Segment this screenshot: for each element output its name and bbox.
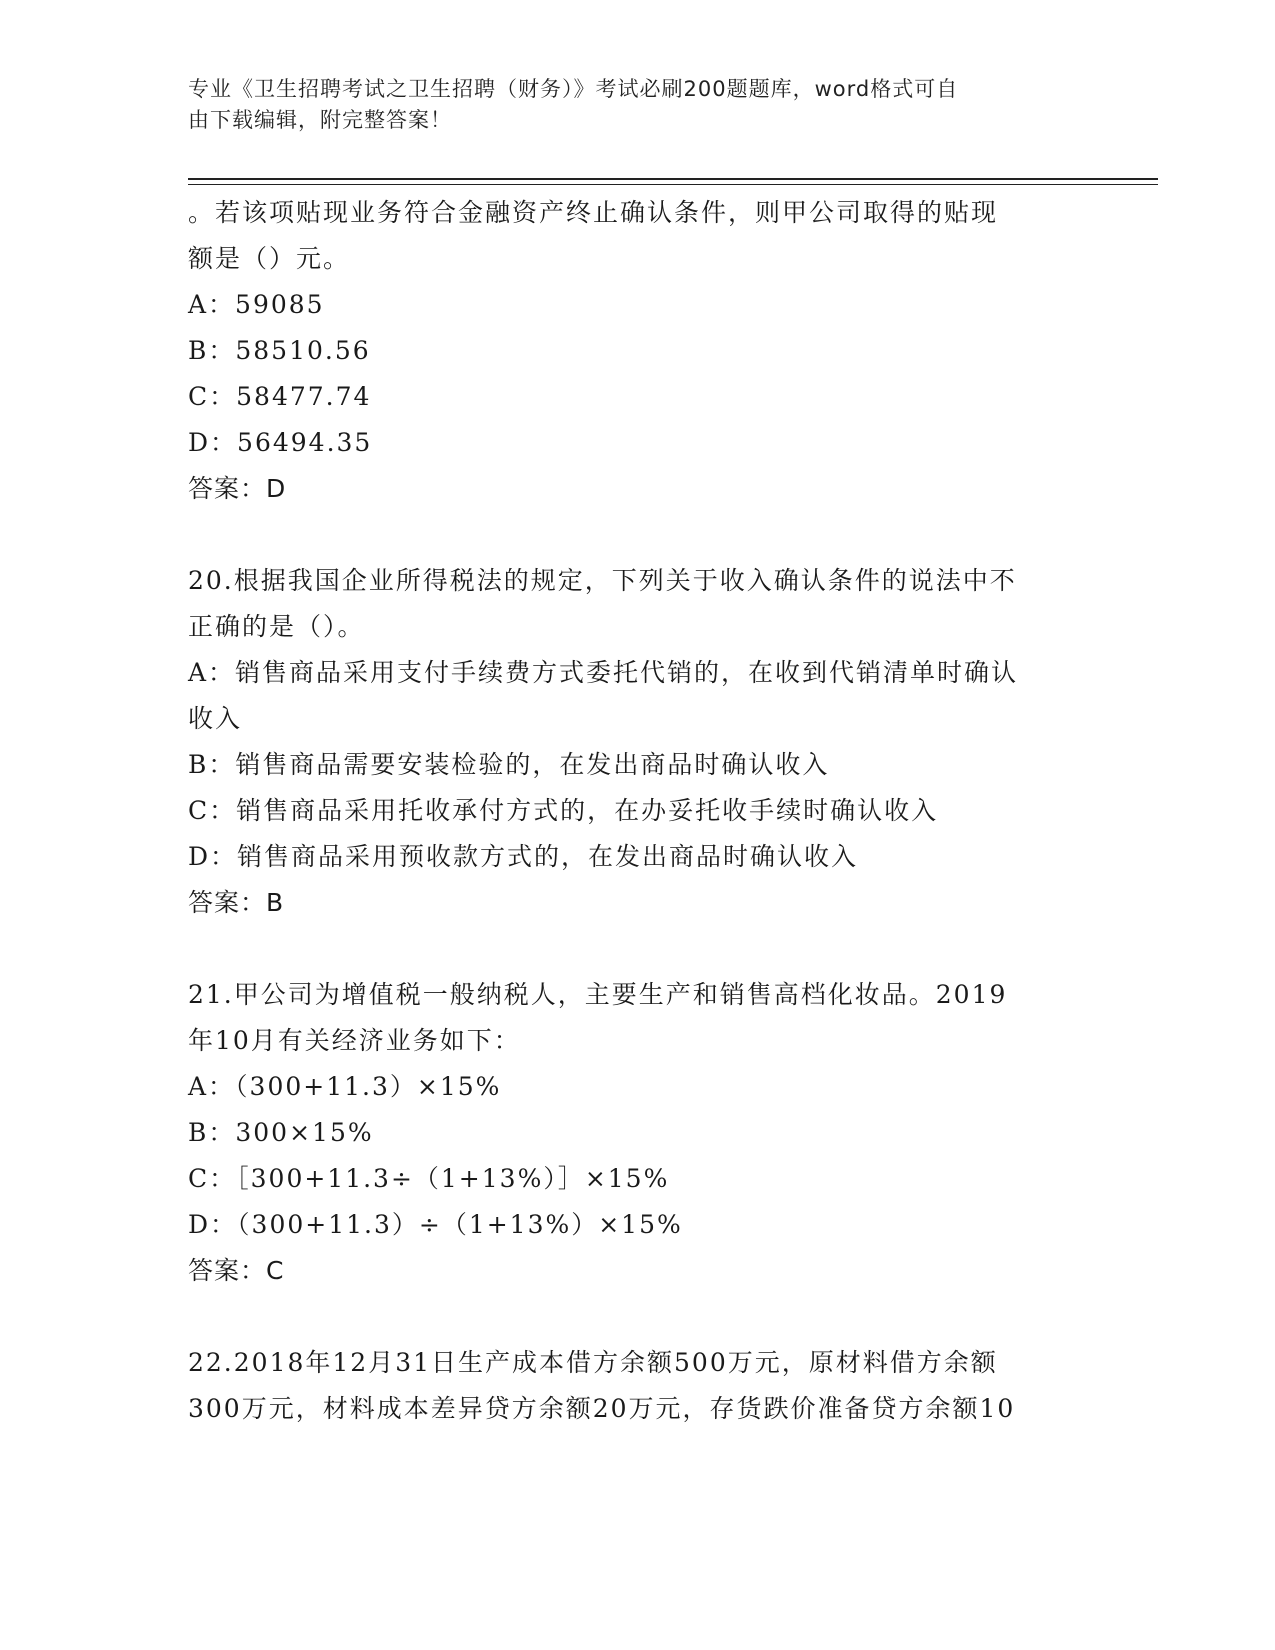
option-d: D：销售商品采用预收款方式的，在发出商品时确认收入: [188, 842, 859, 871]
option-a-continued: 收入: [188, 704, 243, 733]
option-b: B：销售商品需要安装检验的，在发出商品时确认收入: [188, 750, 830, 779]
question-stem-line: 20.根据我国企业所得税法的规定，下列关于收入确认条件的说法中不: [188, 566, 1017, 595]
question-21: [188, 972, 1088, 1294]
option-a: A：59085: [188, 290, 325, 319]
option-b: B：300×15%: [188, 1118, 374, 1147]
question-19: [188, 190, 1088, 512]
option-d: D：56494.35: [188, 428, 373, 457]
document-header: [188, 74, 1068, 136]
spacer: [188, 926, 1088, 972]
question-stem-line: 额是（）元。: [188, 244, 351, 273]
answer-line: 答案：B: [188, 888, 285, 917]
answer-line: 答案：C: [188, 1256, 285, 1285]
question-22: [188, 1340, 1088, 1432]
document-body: [188, 190, 1088, 1432]
header-title-line-2: 由下载编辑，附完整答案！: [188, 108, 452, 132]
question-stem-line: 年10月有关经济业务如下：: [188, 1026, 521, 1055]
question-stem-line: 300万元，材料成本差异贷方余额20万元，存货跌价准备贷方余额10: [188, 1394, 1016, 1423]
spacer: [188, 512, 1088, 558]
question-stem-line: 21.甲公司为增值税一般纳税人，主要生产和销售高档化妆品。2019: [188, 980, 1008, 1009]
option-c: C：［300+11.3÷（1+13%）］×15%: [188, 1164, 670, 1193]
header-title-line-1: 专业《卫生招聘考试之卫生招聘（财务）》考试必刷200题题库，word格式可自: [188, 77, 959, 101]
option-a: A：销售商品采用支付手续费方式委托代销的，在收到代销清单时确认: [188, 658, 1019, 687]
header-divider: [188, 178, 1158, 180]
question-20: [188, 558, 1088, 926]
header-divider-thin: [188, 184, 1158, 185]
option-c: C：销售商品采用托收承付方式的，在办妥托收手续时确认收入: [188, 796, 939, 825]
spacer: [188, 1294, 1088, 1340]
answer-line: 答案：D: [188, 474, 287, 503]
option-c: C：58477.74: [188, 382, 372, 411]
question-stem-line: 正确的是（）。: [188, 612, 365, 641]
question-stem-line: 22.2018年12月31日生产成本借方余额500万元，原材料借方余额: [188, 1348, 998, 1377]
question-stem-line: 。若该项贴现业务符合金融资产终止确认条件，则甲公司取得的贴现: [188, 198, 999, 227]
option-b: B：58510.56: [188, 336, 371, 365]
option-d: D：（300+11.3）÷（1+13%）×15%: [188, 1210, 683, 1239]
option-a: A：（300+11.3）×15%: [188, 1072, 502, 1101]
